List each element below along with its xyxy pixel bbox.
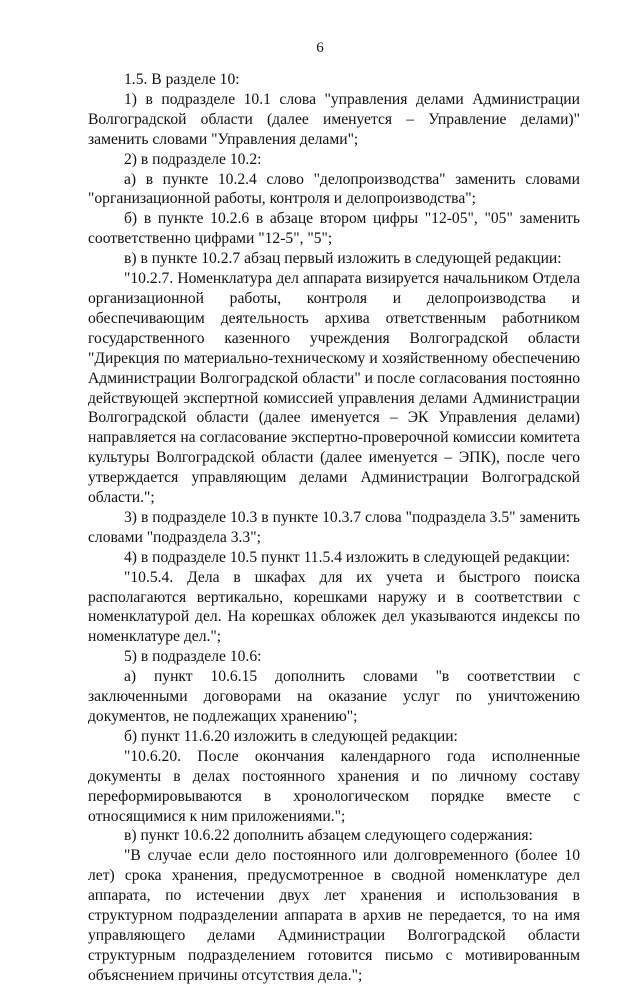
paragraph: а) в пункте 10.2.4 слово "делопроизводства" заменить словами "организационной работы, контроля и делопроизводства"; <box>88 170 580 208</box>
paragraph: 1.5. В разделе 10: <box>124 71 240 88</box>
paragraph: 1) в подразделе 10.1 слова "управления делами Администрации Волгоградской области (далее именуется – Управление делами)" заменить словами "Управления делами"; <box>88 90 580 148</box>
paragraph: "В случае если дело постоянного или долговременного (более 10 лет) срока хранения, предусмотренное в сводной номенклатуре дел аппарата, по истечении двух лет хранения и использования в структурном подразделении аппарата в архив не передается, то на имя управляющего делами Администрации Волгоградской области структурным подразделением готовится письмо с мотивированным объяснением причины отсутствия дела."; <box>88 847 580 984</box>
paragraph: 4) в подразделе 10.5 пункт 11.5.4 изложить в следующей редакции: <box>124 548 571 566</box>
paragraph: 5) в подразделе 10.6: <box>124 648 262 666</box>
paragraph: в) в пункте 10.2.7 абзац первый изложить в следующей редакции: <box>124 250 562 268</box>
page-number: 6 <box>316 40 324 56</box>
paragraph: б) в пункте 10.2.6 в абзаце втором цифры "12-05", "05" заменить соответственно цифрами "12-5", "5"; <box>88 210 580 248</box>
paragraph: в) пункт 10.6.22 дополнить абзацем следующего содержания: <box>124 827 533 845</box>
paragraph: а) пункт 10.6.15 дополнить словами "в соответствии с заключенными договорами на оказание услуг по уничтожению документов, не подлежащих хранению"; <box>88 668 580 725</box>
paragraph: 2) в подразделе 10.2: <box>124 150 262 168</box>
document-body <box>88 70 580 986</box>
paragraph: 3) в подразделе 10.3 в пункте 10.3.7 слова "подраздела 3.5" заменить словами "подраздела 3.3"; <box>88 508 580 546</box>
paragraph: б) пункт 11.6.20 изложить в следующей редакции: <box>124 727 458 745</box>
paragraph: "10.2.7. Номенклатура дел аппарата визируется начальником Отдела организационной работы, контроля и делопроизводства и обеспечивающим деятельность архива ответственным работником государственного казенного учреждения Волгоградской области "Дирекция по материально-техническому и хозяйственному обеспечению Администрации Волгоградской области" и после согласования постоянно действующей экспертной комиссией управления делами Администрации Волгоградской области (далее именуется – ЭК Управления делами) направляется на согласование экспертно-проверочной комиссии комитета культуры Волгоградской области (далее именуется – ЭПК), после чего утверждается управляющим делами Администрации Волгоградской области."; <box>88 270 580 507</box>
paragraph: "10.5.4. Дела в шкафах для их учета и быстрого поиска располагаются вертикально, корешками наружу и в соответствии с номенклатурой дел. На корешках обложек дел указываются индексы по номенклатуре дел."; <box>88 568 580 646</box>
paragraph: "10.6.20. После окончания календарного года исполненные документы в делах постоянного хранения и по личному составу переформировываются в хронологическом порядке вместе с относящимися к ним приложениями."; <box>88 747 580 825</box>
